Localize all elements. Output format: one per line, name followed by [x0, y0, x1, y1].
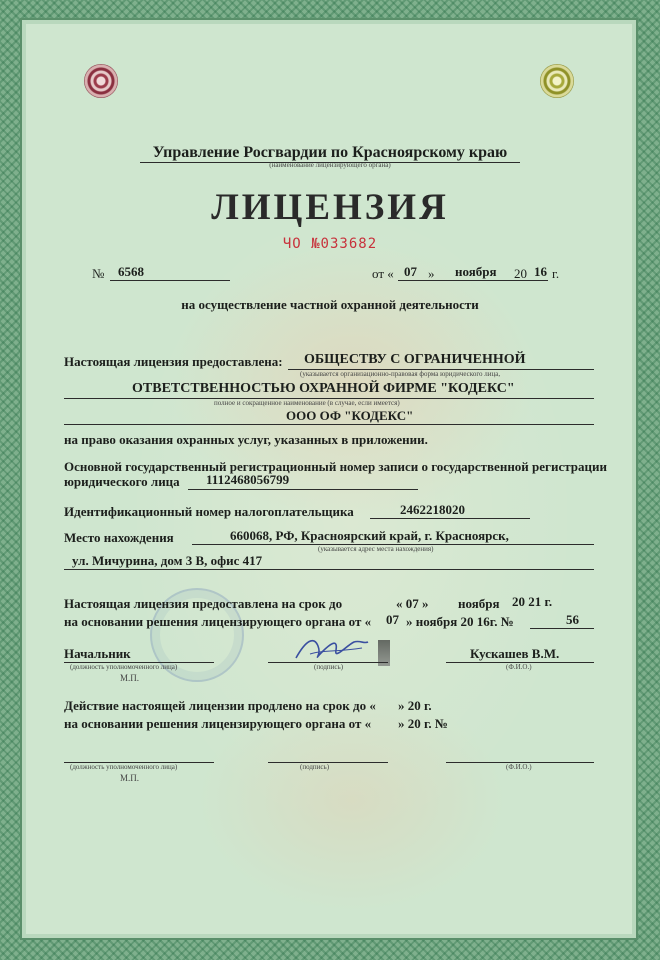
location-line2: ул. Мичурина, дом 3 В, офис 417 — [72, 553, 263, 568]
ogrn-label-line2: юридического лица — [64, 474, 180, 489]
location-label: Место нахождения — [64, 530, 174, 545]
issue-number-line — [110, 280, 230, 281]
inn-value: 2462218020 — [400, 502, 465, 517]
term-line1-day: « 07 » — [396, 596, 429, 611]
ogrn-value: 1112468056799 — [206, 472, 290, 487]
licensee-name-line1: ОБЩЕСТВУ С ОГРАНИЧЕННОЙ — [304, 352, 526, 367]
licensee-name-line2: ОТВЕТСТВЕННОСТЬЮ ОХРАННОЙ ФИРМЕ "КОДЕКС" — [132, 381, 515, 396]
authority-name: Управление Росгвардии по Красноярскому краю — [152, 144, 508, 161]
authority-caption: (наименование лицензирующего органа) — [269, 161, 391, 169]
term-line1-month: ноября — [458, 596, 500, 611]
term-number-line — [530, 628, 594, 629]
signatory-name-caption: (Ф.И.О.) — [506, 663, 532, 671]
activity-type: на осуществление частной охранной деятельности — [181, 297, 479, 312]
extension-mp: М.П. — [120, 773, 140, 783]
licensee-label: Настоящая лицензия предоставлена: — [64, 354, 283, 369]
signatory-position-caption: (должность уполномоченного лица) — [70, 663, 178, 671]
inn-line — [370, 518, 530, 519]
issue-year-g: г. — [552, 266, 560, 281]
term-line2-number: 56 — [566, 612, 579, 627]
location-line1: 660068, РФ, Красноярский край, г. Красноярск, — [230, 528, 509, 543]
extension-line1: Действие настоящей лицензии продлено на срок до « — [64, 698, 376, 713]
issue-year-suffix: 16 — [534, 264, 547, 279]
signatory-name: Кускашев В.М. — [470, 646, 560, 661]
term-line2-day: 07 — [386, 612, 399, 627]
term-line2: на основании решения лицензирующего органа от « — [64, 614, 372, 629]
term-line1-year: 20 21 г. — [512, 594, 553, 609]
inn-label: Идентификационный номер налогоплательщика — [64, 504, 354, 519]
licensee-caption1: (указывается организационно-правовая форма юридического лица, — [300, 370, 501, 378]
ogrn-label-line1: Основной государственный регистрационный номер записи о государственной регистрации — [64, 459, 607, 474]
location-caption: (указывается адрес места нахождения) — [318, 545, 434, 553]
issue-date-from: от « — [372, 266, 394, 281]
issue-day: 07 — [404, 264, 417, 279]
serial-number: ЧО №033682 — [282, 236, 378, 252]
issue-number-label: № — [92, 266, 105, 281]
licensee-short-name: ООО ОФ "КОДЕКС" — [286, 408, 414, 423]
extension-sign-caption: (подпись) — [300, 763, 330, 771]
extension-position-caption: (должность уполномоченного лица) — [70, 763, 178, 771]
rosette-right-icon — [540, 64, 574, 98]
location-line2-rule — [64, 569, 594, 570]
page-title: ЛИЦЕНЗИЯ — [211, 187, 449, 228]
extension-line2-end: » 20 г. № — [398, 716, 449, 731]
issue-date-line — [398, 280, 548, 281]
ogrn-line — [188, 489, 418, 490]
extension-line1-end: » 20 г. — [398, 698, 432, 713]
issue-year-prefix: 20 — [514, 266, 527, 281]
rights-text: на право оказания охранных услуг, указанных в приложении. — [64, 432, 428, 447]
issue-number: 6568 — [118, 264, 144, 279]
licensee-caption2: полное и сокращенное наименование (в случае, если имеется) — [214, 399, 400, 407]
term-line2-rest: » ноября 20 16г. № — [406, 614, 514, 629]
extension-name-caption: (Ф.И.О.) — [506, 763, 532, 771]
term-line1: Настоящая лицензия предоставлена на срок до — [64, 596, 343, 611]
rosette-left-icon — [84, 64, 118, 98]
signatory-position: Начальник — [64, 646, 131, 661]
signatory-mp: М.П. — [120, 673, 140, 683]
signatory-sign-caption: (подпись) — [314, 663, 344, 671]
issue-month: ноября — [455, 264, 497, 279]
issue-quote-close: » — [428, 266, 435, 281]
extension-line2: на основании решения лицензирующего органа от « — [64, 716, 372, 731]
licensee-line3 — [64, 424, 594, 425]
